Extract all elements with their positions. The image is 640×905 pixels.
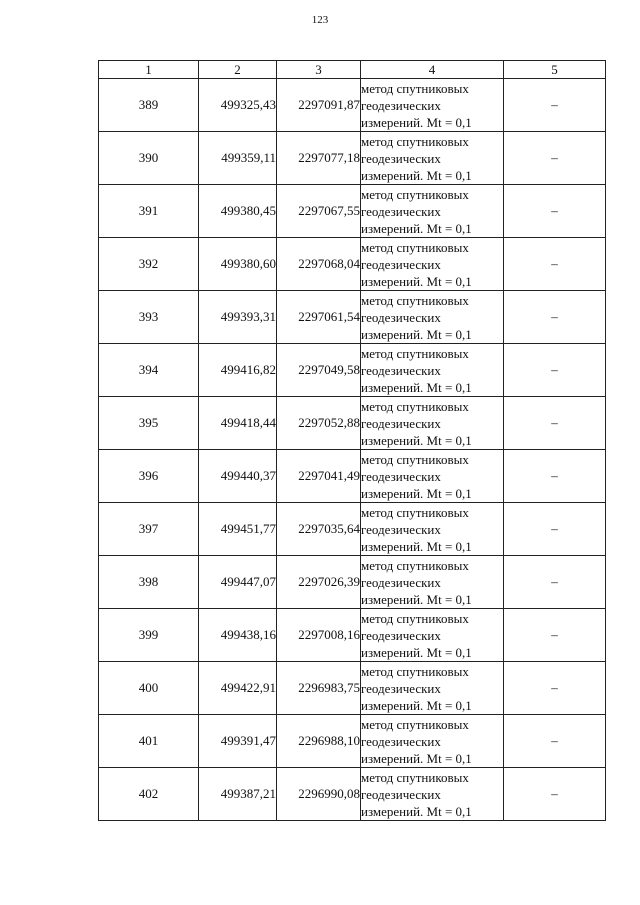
point-number-cell: 402 (99, 768, 199, 821)
table-row (99, 291, 606, 344)
table-row (99, 79, 606, 132)
method-cell (361, 609, 504, 662)
coordinate-x-cell: 499325,43 (199, 79, 277, 132)
note-cell: – (504, 768, 606, 821)
method-cell (361, 79, 504, 132)
note-cell: – (504, 132, 606, 185)
point-number-cell: 393 (99, 291, 199, 344)
table-header-row (99, 61, 606, 79)
coordinate-y-cell: 2297068,04 (277, 238, 361, 291)
method-line: измерений. Mt = 0,1 (361, 591, 472, 607)
note-cell: – (504, 185, 606, 238)
method-line: метод спутниковых (361, 80, 469, 96)
coordinate-x-cell: 499393,31 (199, 291, 277, 344)
header-col-1: 1 (99, 61, 199, 79)
note-cell: – (504, 79, 606, 132)
method-line: геодезических (361, 733, 441, 749)
coordinate-y-cell: 2297077,18 (277, 132, 361, 185)
point-number-cell: 390 (99, 132, 199, 185)
method-cell (361, 291, 504, 344)
method-line: метод спутниковых (361, 451, 469, 467)
coordinate-y-cell: 2297067,55 (277, 185, 361, 238)
coordinate-x-cell: 499380,60 (199, 238, 277, 291)
note-cell: – (504, 609, 606, 662)
method-line: метод спутниковых (361, 504, 469, 520)
method-line: измерений. Mt = 0,1 (361, 167, 472, 183)
coordinate-x-cell: 499359,11 (199, 132, 277, 185)
method-cell (361, 768, 504, 821)
note-cell: – (504, 503, 606, 556)
coordinate-x-cell: 499440,37 (199, 450, 277, 503)
method-line: измерений. Mt = 0,1 (361, 485, 472, 501)
coordinate-y-cell: 2297026,39 (277, 556, 361, 609)
method-cell (361, 715, 504, 768)
method-line: геодезических (361, 150, 441, 166)
table-row (99, 132, 606, 185)
coordinate-y-cell: 2297035,64 (277, 503, 361, 556)
point-number-cell: 389 (99, 79, 199, 132)
header-col-5: 5 (504, 61, 606, 79)
method-line: измерений. Mt = 0,1 (361, 114, 472, 130)
coordinate-y-cell: 2297091,87 (277, 79, 361, 132)
method-line: метод спутниковых (361, 663, 469, 679)
method-line: измерений. Mt = 0,1 (361, 326, 472, 342)
method-line: геодезических (361, 680, 441, 696)
page-number: 123 (311, 14, 329, 26)
header-col-3: 3 (277, 61, 361, 79)
method-line: геодезических (361, 627, 441, 643)
table-row (99, 185, 606, 238)
table-row (99, 450, 606, 503)
header-col-4: 4 (361, 61, 504, 79)
coordinate-y-cell: 2296988,10 (277, 715, 361, 768)
note-cell: – (504, 450, 606, 503)
point-number-cell: 394 (99, 344, 199, 397)
method-line: геодезических (361, 256, 441, 272)
table-row (99, 344, 606, 397)
table-row (99, 768, 606, 821)
coordinate-x-cell: 499380,45 (199, 185, 277, 238)
point-number-cell: 396 (99, 450, 199, 503)
note-cell: – (504, 556, 606, 609)
method-cell (361, 662, 504, 715)
coordinate-x-cell: 499422,91 (199, 662, 277, 715)
coordinate-x-cell: 499387,21 (199, 768, 277, 821)
point-number-cell: 391 (99, 185, 199, 238)
method-line: измерений. Mt = 0,1 (361, 803, 472, 819)
method-cell (361, 397, 504, 450)
method-cell (361, 132, 504, 185)
method-line: геодезических (361, 468, 441, 484)
method-cell (361, 185, 504, 238)
note-cell: – (504, 662, 606, 715)
point-number-cell: 398 (99, 556, 199, 609)
coordinate-x-cell: 499391,47 (199, 715, 277, 768)
method-line: измерений. Mt = 0,1 (361, 697, 472, 713)
table-row (99, 662, 606, 715)
method-line: геодезических (361, 203, 441, 219)
method-cell (361, 238, 504, 291)
note-cell: – (504, 291, 606, 344)
method-line: метод спутниковых (361, 292, 469, 308)
table-row (99, 556, 606, 609)
note-cell: – (504, 397, 606, 450)
method-line: геодезических (361, 521, 441, 537)
method-line: метод спутниковых (361, 398, 469, 414)
coordinate-y-cell: 2297041,49 (277, 450, 361, 503)
method-line: геодезических (361, 415, 441, 431)
table-row (99, 238, 606, 291)
method-line: измерений. Mt = 0,1 (361, 220, 472, 236)
method-line: измерений. Mt = 0,1 (361, 379, 472, 395)
coordinate-y-cell: 2297052,88 (277, 397, 361, 450)
method-line: метод спутниковых (361, 610, 469, 626)
table-row (99, 397, 606, 450)
point-number-cell: 400 (99, 662, 199, 715)
method-line: метод спутниковых (361, 239, 469, 255)
method-line: геодезических (361, 786, 441, 802)
method-line: геодезических (361, 362, 441, 378)
coordinate-x-cell: 499447,07 (199, 556, 277, 609)
method-line: метод спутниковых (361, 186, 469, 202)
table-row (99, 503, 606, 556)
table-body (99, 79, 606, 821)
coordinates-table (98, 60, 606, 821)
table-row (99, 609, 606, 662)
header-col-2: 2 (199, 61, 277, 79)
note-cell: – (504, 344, 606, 397)
coordinate-x-cell: 499438,16 (199, 609, 277, 662)
method-cell (361, 556, 504, 609)
coordinate-y-cell: 2297049,58 (277, 344, 361, 397)
method-line: геодезических (361, 574, 441, 590)
coordinate-x-cell: 499451,77 (199, 503, 277, 556)
method-line: измерений. Mt = 0,1 (361, 644, 472, 660)
note-cell: – (504, 238, 606, 291)
table-row (99, 715, 606, 768)
method-line: метод спутниковых (361, 769, 469, 785)
method-line: метод спутниковых (361, 133, 469, 149)
note-cell: – (504, 715, 606, 768)
method-line: метод спутниковых (361, 716, 469, 732)
coordinate-y-cell: 2297008,16 (277, 609, 361, 662)
point-number-cell: 397 (99, 503, 199, 556)
coordinate-y-cell: 2296990,08 (277, 768, 361, 821)
coordinate-x-cell: 499416,82 (199, 344, 277, 397)
method-line: геодезических (361, 309, 441, 325)
method-line: измерений. Mt = 0,1 (361, 432, 472, 448)
point-number-cell: 399 (99, 609, 199, 662)
coordinate-y-cell: 2297061,54 (277, 291, 361, 344)
method-cell (361, 450, 504, 503)
method-line: метод спутниковых (361, 557, 469, 573)
method-line: измерений. Mt = 0,1 (361, 538, 472, 554)
coordinate-x-cell: 499418,44 (199, 397, 277, 450)
coordinate-y-cell: 2296983,75 (277, 662, 361, 715)
point-number-cell: 401 (99, 715, 199, 768)
method-line: геодезических (361, 97, 441, 113)
method-line: измерений. Mt = 0,1 (361, 750, 472, 766)
method-line: измерений. Mt = 0,1 (361, 273, 472, 289)
method-cell (361, 503, 504, 556)
method-cell (361, 344, 504, 397)
point-number-cell: 392 (99, 238, 199, 291)
point-number-cell: 395 (99, 397, 199, 450)
method-line: метод спутниковых (361, 345, 469, 361)
